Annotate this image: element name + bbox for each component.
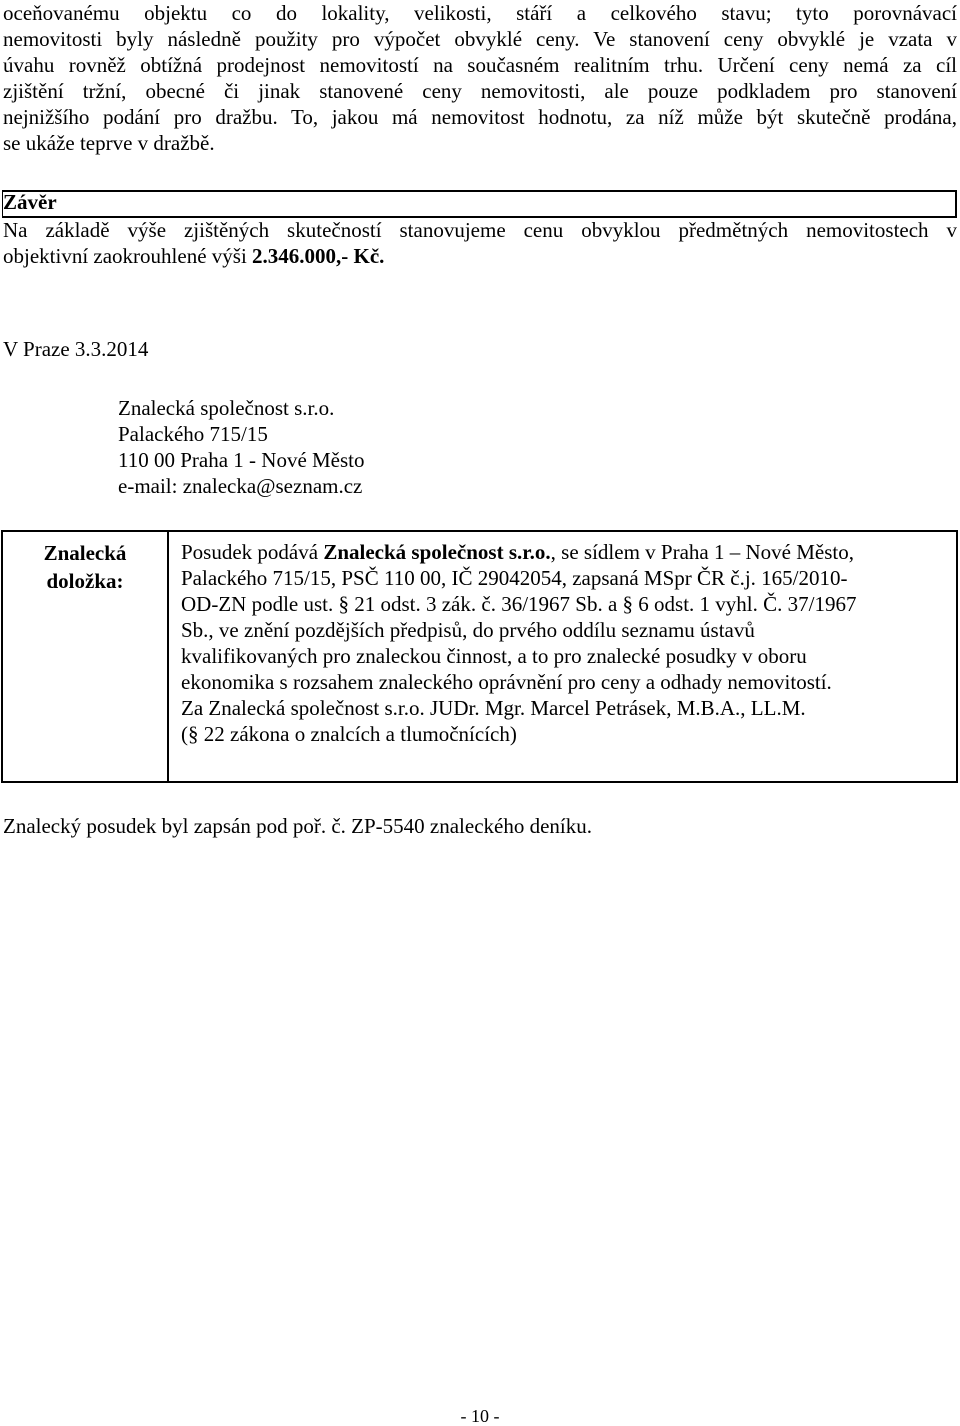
expert-clause-line: OD-ZN podle ust. § 21 odst. 3 zák. č. 36/1967 Sb. a § 6 odst. 1 vyhl. Č. 37/1967 bbox=[181, 592, 857, 616]
appraised-amount: 2.346.000,- Kč. bbox=[252, 244, 385, 268]
conclusion-heading-box bbox=[2, 190, 957, 218]
expert-clause-label-cell bbox=[2, 531, 168, 782]
intro-line: se ukáže teprve v dražbě. bbox=[3, 131, 215, 155]
expert-clause-table bbox=[1, 530, 958, 783]
intro-line: nemovitosti byly následně použity pro výpočet obvyklé ceny. Ve stanovení ceny obvyklé je vzata v bbox=[3, 27, 957, 51]
intro-line: úvahu rovněž obtížná prodejnost nemovitostí na současném realitním trhu. Určení ceny nemá za cíl bbox=[3, 53, 957, 77]
expert-clause-label bbox=[3, 532, 167, 595]
place-date: V Praze 3.3.2014 bbox=[3, 337, 149, 361]
company-street: Palackého 715/15 bbox=[118, 422, 268, 446]
conclusion-line bbox=[3, 243, 957, 269]
conclusion-heading: Závěr bbox=[3, 190, 57, 214]
expert-clause-company: Znalecká společnost s.r.o. bbox=[323, 540, 551, 564]
expert-clause-line: ekonomika s rozsahem znaleckého oprávnění pro ceny a odhady nemovitostí. bbox=[181, 670, 832, 694]
expert-clause-line: kvalifikovaných pro znaleckou činnost, a to pro znalecké posudky v oboru bbox=[181, 644, 807, 668]
expert-clause-fragment: Posudek podává bbox=[181, 540, 324, 564]
expert-clause-line: Za Znalecká společnost s.r.o. JUDr. Mgr. Marcel Petrásek, M.B.A., LL.M. bbox=[181, 696, 806, 720]
expert-clause-label-line: doložka: bbox=[46, 569, 124, 593]
conclusion-text: objektivní zaokrouhlené výši bbox=[3, 244, 253, 268]
expert-clause-line bbox=[181, 539, 948, 565]
intro-line: zjištění tržní, obecné či jinak stanovené ceny nemovitosti, ale pouze podkladem pro stanovení bbox=[3, 79, 957, 103]
company-address bbox=[118, 395, 365, 499]
expert-clause-text bbox=[169, 532, 956, 747]
intro-paragraph bbox=[3, 0, 957, 156]
expert-clause-fragment: , se sídlem v Praha 1 – Nové Město, bbox=[550, 540, 854, 564]
conclusion-line: Na základě výše zjištěných skutečností stanovujeme cenu obvyklou předmětných nemovitostech v bbox=[3, 218, 957, 242]
expert-clause-line: Palackého 715/15, PSČ 110 00, IČ 29042054, zapsaná MSpr ČR č.j. 165/2010- bbox=[181, 566, 848, 590]
intro-line: nejnižšího podání pro dražbu. To, jakou má nemovitost hodnotu, za níž může být skutečně prodána, bbox=[3, 105, 957, 129]
company-email: e-mail: znalecka@seznam.cz bbox=[118, 474, 363, 498]
expert-clause-text-cell bbox=[168, 531, 957, 782]
register-note: Znalecký posudek byl zapsán pod poř. č. ZP-5540 znaleckého deníku. bbox=[3, 814, 592, 838]
company-city: 110 00 Praha 1 - Nové Město bbox=[118, 448, 365, 472]
intro-line: oceňovanému objektu co do lokality, velikosti, stáří a celkového stavu; tyto porovnávací bbox=[3, 1, 957, 25]
conclusion-paragraph bbox=[3, 217, 957, 269]
expert-clause-line: (§ 22 zákona o znalcích a tlumočnících) bbox=[181, 722, 517, 746]
expert-clause-line: Sb., ve znění pozdějších předpisů, do prvého oddílu seznamu ústavů bbox=[181, 618, 755, 642]
expert-clause-label-line: Znalecká bbox=[43, 541, 127, 565]
company-name: Znalecká společnost s.r.o. bbox=[118, 396, 335, 420]
page-number: - 10 - bbox=[460, 1406, 500, 1426]
